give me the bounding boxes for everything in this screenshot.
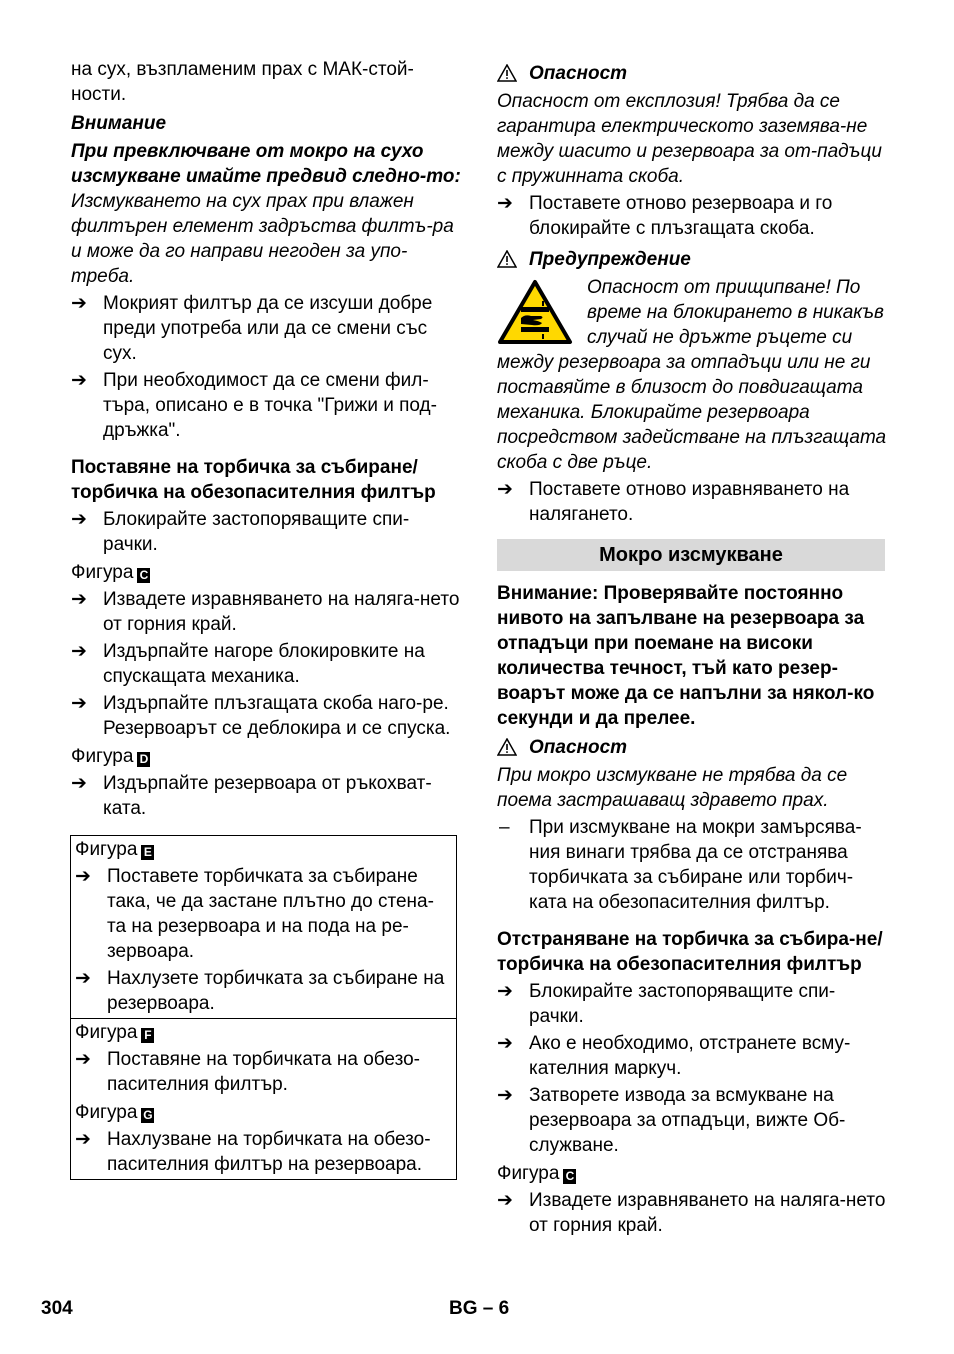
attention-label: Внимание [71, 113, 167, 134]
right-arrow-icon: ➔ [497, 479, 513, 500]
right-arrow-icon: ➔ [71, 641, 87, 662]
figure-e-box [70, 835, 457, 1019]
section-title: Отстраняване на торбичка за събира-не/торбичка на обезопасителния филтър [497, 929, 883, 975]
figure-reference: Фигура E [75, 837, 452, 862]
right-arrow-icon: ➔ [75, 1129, 91, 1150]
left-column [71, 57, 461, 1180]
list-item: ➔ Издърпайте нагоре блокировките на спускащата механика. [71, 641, 425, 687]
section-heading: Мокро изсмукване [497, 539, 885, 571]
figure-fg-box [70, 1019, 457, 1180]
right-arrow-icon: ➔ [497, 981, 513, 1002]
right-arrow-icon: ➔ [497, 1033, 513, 1054]
intro-text: на сух, възпламеним прах с МАК-стой-ности. [71, 59, 414, 105]
list-item: ➔ Издърпайте резервоара от ръкохват-ката. [71, 773, 432, 819]
right-arrow-icon: ➔ [71, 509, 87, 530]
page-code: BG – 6 [449, 1298, 510, 1319]
right-arrow-icon: ➔ [71, 589, 87, 610]
right-arrow-icon: ➔ [75, 968, 91, 989]
list-item: ➔ Извадете изравняването на наляга-нето от горния край. [71, 589, 460, 635]
right-arrow-icon: ➔ [497, 1085, 513, 1106]
right-column [497, 57, 889, 1238]
hand-crush-hazard-icon [497, 279, 573, 345]
right-arrow-icon: ➔ [71, 693, 87, 714]
warning-label: Предупреждение [497, 247, 889, 275]
danger-label: Опасност [497, 735, 889, 763]
list-item: ➔ Поставяне на торбичката на обезо-пасителния филтър. [75, 1049, 420, 1095]
figure-letter-badge: C [137, 568, 150, 583]
right-arrow-icon: ➔ [71, 370, 87, 391]
dash-bullet: – [499, 817, 510, 838]
right-arrow-icon: ➔ [497, 1190, 513, 1211]
right-arrow-icon: ➔ [75, 866, 91, 887]
list-item: ➔ При необходимост да се смени фил-търа, описано е в точка "Грижи и под-дръжка". [71, 370, 437, 441]
list-item: ➔ Затворете извода за всмукване на резервоара за отпадъци, вижте Об-служване. [497, 1085, 846, 1156]
figure-reference: Фигура G [75, 1102, 153, 1123]
warning-triangle-icon [497, 250, 519, 275]
figure-letter-badge: F [141, 1028, 154, 1043]
right-arrow-icon: ➔ [497, 193, 513, 214]
list-item: ➔ Нахлузване на торбичката на обезо-пасителния филтър на резервоара. [75, 1129, 431, 1175]
list-item: ➔ Извадете изравняването на наляга-нето от горния край. [497, 1190, 886, 1236]
warning-block [497, 275, 889, 475]
figure-letter-badge: C [563, 1169, 576, 1184]
attention-text: Внимание: Проверявайте постоянно нивото на запълване на резервоара за отпадъци при поемане на високи количества течност, тъй като резер-воарът може да се напълни за някол-ко секунди и да прелее. [497, 583, 875, 729]
warning-triangle-icon [497, 738, 519, 763]
danger-text: При мокро изсмукване не трябва да се поема застрашаващ здравето прах. [497, 765, 848, 811]
list-item: ➔ Нахлузете торбичката за събиране на резервоара. [75, 968, 445, 1014]
list-item: ➔ Мокрият филтър да се изсуши добре преди употреба или да се смени със сух. [71, 293, 433, 364]
right-arrow-icon: ➔ [71, 293, 87, 314]
figure-letter-badge: D [137, 752, 150, 767]
list-item: ➔ Поставете торбичката за събиране така, че да застане плътно до стена-та на резервоара и на пода на ре-зервоара. [75, 866, 434, 962]
list-item: ➔ Ако е необходимо, отстранете всму-кателния маркуч. [497, 1033, 851, 1079]
figure-reference: Фигура D [71, 744, 461, 769]
section-title: Поставяне на торбичка за събиране/ торбичка на обезопасителния филтър [71, 457, 436, 503]
attention-text: Изсмукването на сух прах при влажен филтърен елемент задръства филтъ-ра и може да го направи негоден за упо-треба. [71, 191, 454, 287]
figure-reference: Фигура C [71, 560, 461, 585]
list-item: ➔ Поставете отново резервоара и го блокирайте с плъзгащата скоба. [497, 193, 833, 239]
danger-label: Опасност [497, 61, 889, 89]
right-arrow-icon: ➔ [71, 773, 87, 794]
list-item: ➔ Издърпайте плъзгащата скоба наго-ре. Резервоарът се деблокира и се спуска. [71, 693, 451, 739]
figure-reference: Фигура F [75, 1020, 452, 1045]
list-item: ➔ Блокирайте застопоряващите спи-рачки. [71, 509, 410, 555]
figure-reference: Фигура C [497, 1161, 889, 1186]
warning-text: Опасност от прищипване! По време на блокирането в никакъв случай не дръжте ръцете си между резервоара за отпадъци или не ги поставяйте в близост до повдигащата механика. Блокирайте резервоара посредством задействане на плъзгащата скоба с две ръце. [497, 277, 887, 473]
list-item: ➔ Поставете отново изравняването на налягането. [497, 479, 850, 525]
list-item: – При изсмукване на мокри замърсява-ния винаги трябва да се отстранява торбичката за събиране или торбич-ката на обезопасителния филтър. [499, 817, 862, 913]
danger-text: Опасност от експлозия! Трябва да се гарантира електрическото заземява-не между шасито и резервоара за от-падъци с пружинната скоба. [497, 91, 882, 187]
warning-triangle-icon [497, 64, 519, 89]
figure-letter-badge: E [141, 845, 154, 860]
attention-title: При превключване от мокро на сухо изсмукване имайте предвид следно-то: [71, 141, 461, 187]
list-item: ➔ Блокирайте застопоряващите спи-рачки. [497, 981, 836, 1027]
right-arrow-icon: ➔ [75, 1049, 91, 1070]
page-number: 304 [41, 1298, 73, 1319]
figure-letter-badge: G [143, 1108, 153, 1122]
